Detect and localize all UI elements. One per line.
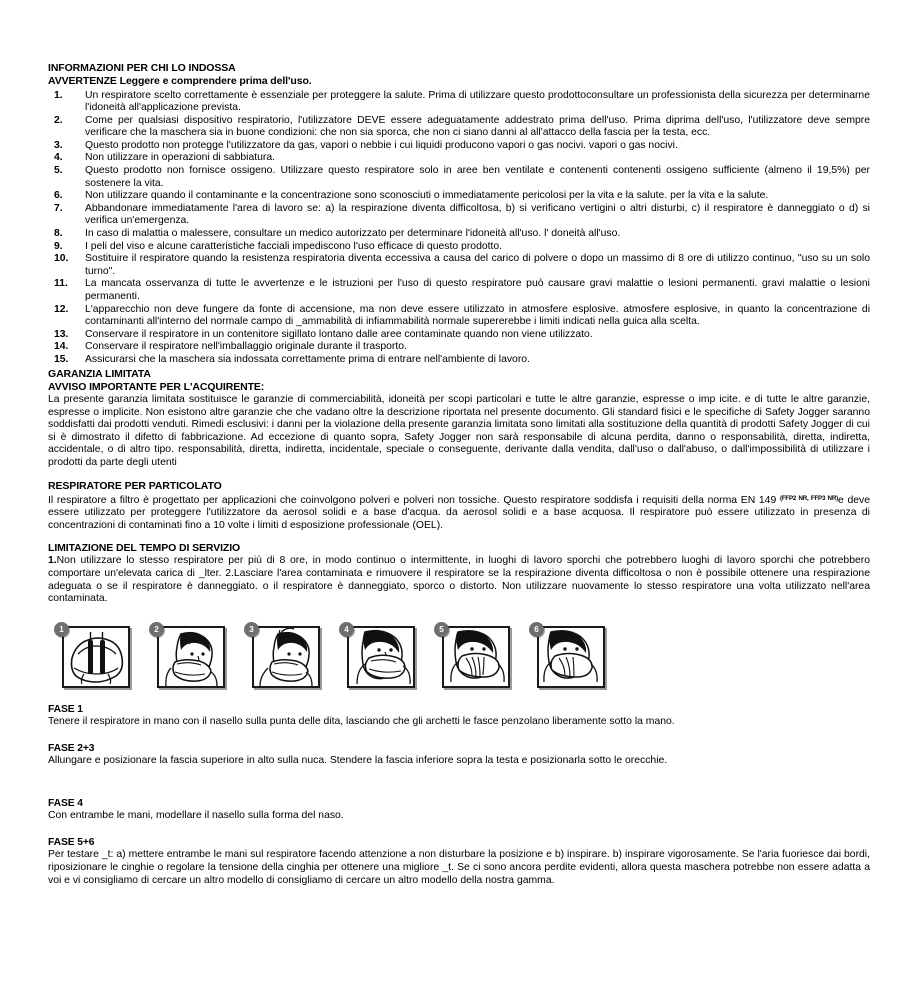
list-item-text: Conservare il respiratore in un contenitore sigillato lontano dalle aree contaminate quando non viene utilizzato. <box>85 328 593 340</box>
list-item-text: Conservare il respiratore nell'imballaggio originale durante il trasporto. <box>85 341 407 353</box>
list-item <box>48 140 870 153</box>
list-item-number: 4. <box>54 152 63 164</box>
particulate-body-part2: e deve essere utilizzato per proteggere l'utilizzatore da aerosol solidi e a base d'acqua. da aerosol solidi e a base acquosa. Il respiratore può essere utilizzato in presenza di concentrazioni di contaminati fino a 10 volte i limiti d esposizione professionale (OEL). <box>48 494 870 531</box>
list-item-number: 9. <box>54 240 63 252</box>
list-item <box>48 241 870 254</box>
list-item-number: 1. <box>54 89 63 101</box>
list-item-number: 14. <box>54 341 69 353</box>
list-item-number: 15. <box>54 353 69 365</box>
check-seal-by-inhaling-icon <box>537 626 605 688</box>
fase-block-2 <box>48 742 870 768</box>
list-item <box>48 278 870 303</box>
subheading-warnings: AVVERTENZE Leggere e comprendere prima dell'uso. <box>48 75 312 87</box>
list-item-text: L'apparecchio non deve fungere da fonte di accensione, ma non deve essere utilizzato in atmosfere esplosive. atmosfere esplosive, in quanto la concentrazione di contaminanti all'interno del normale campo di _ammabilità di infiammabilità normale supererebbe i limiti indicati nella guica alla scelta. <box>85 303 870 328</box>
hold-respirator-in-hand-icon <box>62 626 130 688</box>
step-badge: 4 <box>339 622 354 637</box>
list-item-text: Non utilizzare in operazioni di sabbiatura. <box>85 152 276 164</box>
list-item <box>48 228 870 241</box>
step-illustration-2 <box>149 622 227 690</box>
fase-text: Per testare _t: a) mettere entrambe le mani sul respiratore facendo attenzione a non disturbare la posizione e b) inspirare. b) inspirare vigorosamente. Se l'aria fuoriesce dai bordi, riposizionare le cinghie o regolare la tensione della cinghia per ottenere una migliore _t. Se ci sono ancora perdite evidenti, allora questa maschera potrebbe non essere adatta a voi e vi consigliamo di cercare un altro modello di consigliamo di cercare un altro modello della nostra gamma. <box>48 849 870 886</box>
list-item-text: Assicurarsi che la maschera sia indossata correttamente prima di entrare nell'ambiente di lavoro. <box>85 353 530 365</box>
step-badge: 1 <box>54 622 69 637</box>
step-illustration-6 <box>529 622 607 690</box>
warnings-list <box>48 90 870 367</box>
list-item-text: Abbandonare immediatamente l'area di lavoro se: a) la respirazione diventa difficoltosa, b) si verificano vertigini o altri disturbi, c) il respiratore è danneggiato o d) si verifica un'emergenza. <box>85 202 870 227</box>
step-badge: 3 <box>244 622 259 637</box>
pull-bottom-strap-under-ears-icon <box>347 626 415 688</box>
step-illustration-4 <box>339 622 417 690</box>
list-item-text: La mancata osservanza di tutte le avvertenze e le istruzioni per l'uso di questo respiratore può causare gravi malattie o lesioni permanenti. gravi malattie o lesioni permanenti. <box>85 278 870 302</box>
list-item <box>48 115 870 140</box>
service-time-lead-number: 1. <box>48 555 57 567</box>
service-time-text: Non utilizzare lo stesso respiratore per più di 8 ore, in modo continuo o intermittente, in luoghi di lavoro sporchi che potrebbero luoghi di lavoro sporchi che potrebbero comportare un'elevata carica di _lter. 2.Lasciare l'area contaminata e rimuovere il respiratore se la respirazione diventa difficoltosa o non è possibile ottenere una respirazione adeguata o se il respiratore è danneggiato. o il respiratore è danneggiato, sporco o distorto. Non utilizzare nuovamente lo stesso respiratore una volta utilizzato nell'area contaminata. <box>48 555 870 605</box>
list-item-number: 6. <box>54 190 63 202</box>
list-item <box>48 304 870 329</box>
step-illustration-3 <box>244 622 322 690</box>
list-item-number: 11. <box>54 278 68 290</box>
list-item-text: Questo prodotto non fornisce ossigeno. Utilizzare questo respiratore solo in aree ben ventilate e contenenti contenenti ossigeno sufficiente (almeno il 19,5%) per sostenere la vita. <box>85 165 870 189</box>
list-item <box>48 90 870 115</box>
list-item <box>48 152 870 165</box>
step-badge: 5 <box>434 622 449 637</box>
list-item <box>48 354 870 367</box>
place-over-nose-and-mouth-icon <box>157 626 225 688</box>
fase-text: Con entrambe le mani, modellare il nasello sulla forma del naso. <box>48 810 344 822</box>
particulate-body-part1: Il respiratore a filtro è progettato per applicazioni che coinvolgono polveri e polveri non tossiche. Questo respiratore soddisfa i requisiti della norma EN 149 <box>48 494 780 506</box>
step-illustration-1 <box>54 622 132 690</box>
section-heading-particulate-respirator: RESPIRATORE PER PARTICOLATO <box>48 479 222 492</box>
section-heading-wearer-information: INFORMAZIONI PER CHI LO INDOSSA <box>48 62 236 74</box>
list-item-text: Un respiratore scelto correttamente è essenziale per proteggere la salute. Prima di utilizzare questo prodottoconsultare un professionista della sicurezza per determinarne l'idoneità all'applicazione prevista. <box>85 89 870 114</box>
subheading-important-notice: AVVISO IMPORTANTE PER L'ACQUIRENTE: <box>48 380 265 393</box>
section-heading-service-time-limitation: LIMITAZIONE DEL TEMPO DI SERVIZIO <box>48 542 241 555</box>
step-badge: 2 <box>149 622 164 637</box>
list-item-text: Questo prodotto non protegge l'utilizzatore da gas, vapori o nebbie i cui liquidi producono vapori o gas nocivi. vapori o gas nocivi. <box>85 139 678 151</box>
particulate-respirator-body <box>48 493 870 533</box>
list-item <box>48 329 870 342</box>
fase-text: Allungare e posizionare la fascia superiore in alto sulla nuca. Stendere la fascia inferiore sopra la testa e posizionarla sotto le orecchie. <box>48 754 668 766</box>
list-item-number: 10. <box>54 253 69 265</box>
section-service-time-limitation <box>48 542 870 605</box>
step-badge: 6 <box>529 622 544 637</box>
service-time-body <box>48 555 870 605</box>
fase-title: FASE 1 <box>48 703 83 715</box>
list-item-text: Come per qualsiasi dispositivo respiratorio, l'utilizzatore DEVE essere adeguatamente addestrato prima dell'uso. Prima diprima dell'uso, l'utilizzatore deve sempre verificare che la maschera sia in buone condizioni: che non sia sporca, che non ci siano danni al all'attacco della fascia per la testa, ecc. <box>85 114 870 139</box>
list-item-number: 8. <box>54 228 63 240</box>
list-item <box>48 203 870 228</box>
limited-warranty-body: La presente garanzia limitata sostituisce le garanzie di commerciabilità, idoneità per scopi particolari e tutte le altre garanzie, espresse o imp icite. e di tutte le altre garanzie, espresse o implicite. Non esistono altre garanzie che che vadano oltre la descrizione riportata nel presente documento. Gli standard fisici e le specifiche di Safety Jogger saranno soddisfatti dai prodotti venduti. Rimedi esclusivi: i danni per la violazione della presente garanzia limitata sono limitati alla sostituzione della quantità di prodotti Safety Jogger di cui si è dimostrato il difetto di fabbricazione. Ad eccezione di quanto sopra, Safety Jogger non sarà responsabile di alcuna perdita, danno o responsabilità, diretta, indiretta, accidentale, o di altro tipo. responsabilità, diretta, indiretta, incidentale, speciale o conseguente, derivante dalla vendita, dall'uso o dall'abuso, o dall'impossibilità di utilizzare i prodotti da parte degli utenti <box>48 394 870 469</box>
fase-block-3 <box>48 797 870 823</box>
donning-steps-illustrations <box>48 622 870 690</box>
fase-block-1 <box>48 703 870 729</box>
section-heading-limited-warranty: GARANZIA LIMITATA <box>48 367 151 380</box>
list-item-number: 5. <box>54 165 63 177</box>
list-item <box>48 190 870 203</box>
fase-title: FASE 4 <box>48 798 83 810</box>
list-item-number: 13. <box>54 328 69 340</box>
standard-superscript: (FFP2 NR, FFP3 NR) <box>779 494 838 502</box>
list-item <box>48 341 870 354</box>
list-item-number: 2. <box>54 114 63 126</box>
list-item-number: 3. <box>54 139 63 151</box>
fase-block-4 <box>48 836 870 887</box>
list-item-text: I peli del viso e alcune caratteristiche facciali impediscono l'uso efficace di questo prodotto. <box>85 240 503 252</box>
section-limited-warranty <box>48 368 870 470</box>
list-item-text: Non utilizzare quando il contaminante e la concentrazione sono sconosciuti o immediatamente pericolosi per la vita e la salute. per la vita e la salute. <box>85 190 769 202</box>
pull-top-strap-over-head-icon <box>252 626 320 688</box>
list-item <box>48 253 870 278</box>
list-item-text: In caso di malattia o malessere, consultare un medico autorizzato per determinare l'idoneità all'uso. l' doneità all'uso. <box>85 228 621 240</box>
section-particulate-respirator <box>48 480 870 533</box>
step-illustration-5 <box>434 622 512 690</box>
list-item-text: Sostituire il respiratore quando la resistenza respiratoria diventa eccessiva a causa del carico di polvere o dopo un massimo di 8 ore di utilizzo continuo, "uso su un solo turno". <box>85 253 870 277</box>
fase-text: Tenere il respiratore in mano con il nasello sulla punta delle dita, lasciando che gli archetti le fasce penzolano liberamente sotto la mano. <box>48 715 675 727</box>
mould-nosepiece-icon <box>442 626 510 688</box>
fase-title: FASE 2+3 <box>48 742 95 754</box>
list-item <box>48 165 870 190</box>
list-item-number: 7. <box>54 202 63 214</box>
fase-title: FASE 5+6 <box>48 837 95 849</box>
list-item-number: 12. <box>54 303 69 315</box>
